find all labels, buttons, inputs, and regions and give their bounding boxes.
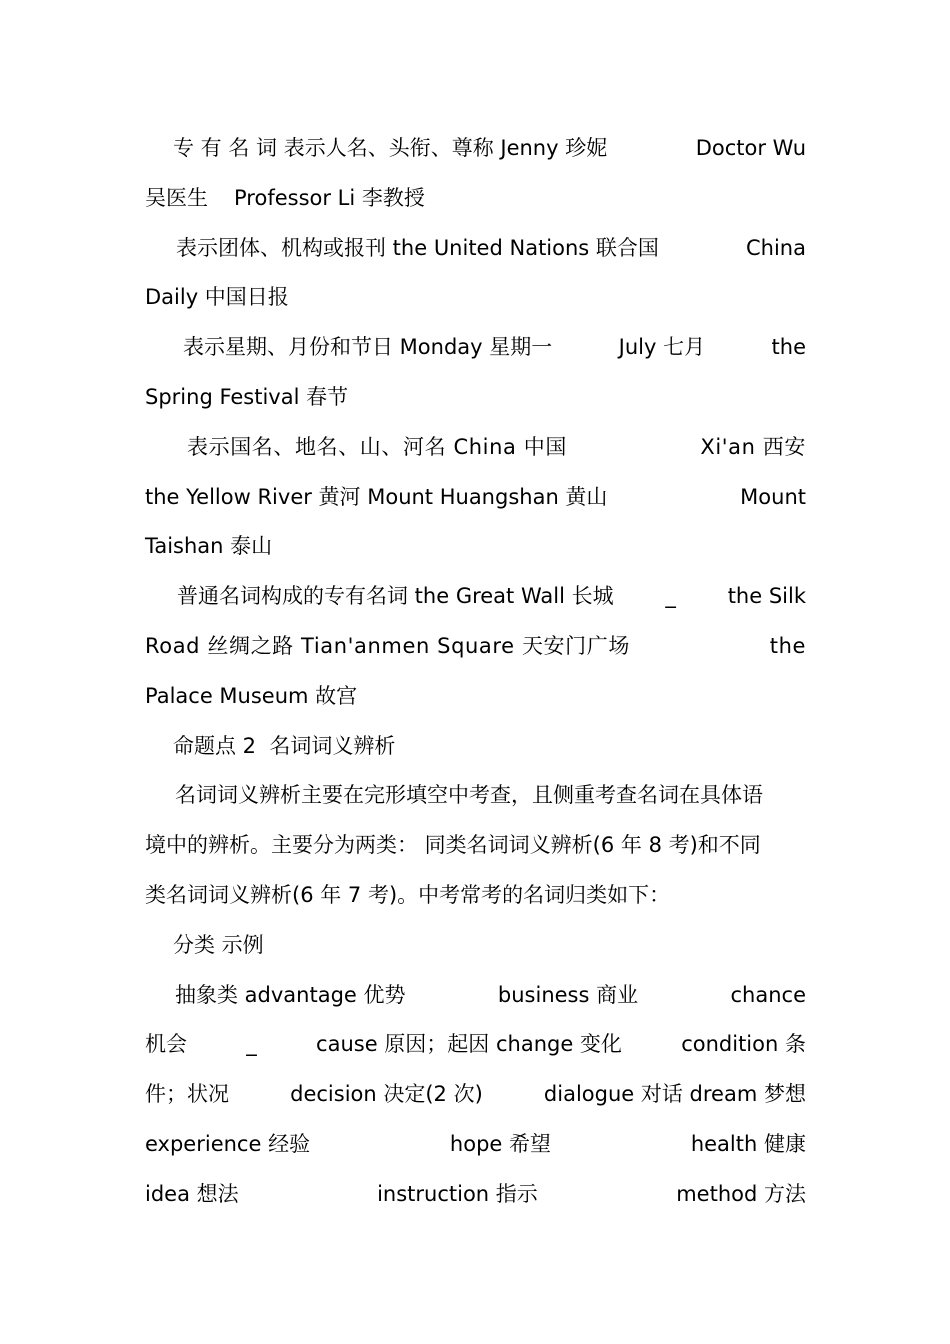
line-20 — [145, 1070, 806, 1120]
line-7 — [145, 423, 806, 473]
text-segment: business 商业 — [497, 982, 639, 1007]
text-segment: 表示团体、机构或报刊 the United Nations 联合国 — [176, 235, 659, 260]
line-5 — [145, 323, 806, 373]
line-4 — [145, 273, 806, 323]
text-segment: Xi'an 西安 — [700, 434, 806, 459]
line-3 — [145, 224, 806, 274]
text-segment: July 七月 — [618, 335, 706, 360]
text-segment: Doctor Wu — [695, 136, 806, 160]
line-1 — [145, 124, 806, 174]
text-segment: Taishan 泰山 — [145, 534, 273, 559]
text-segment: decision 决定(2 次) — [290, 1082, 483, 1107]
line-22 — [145, 1170, 806, 1220]
text-segment: 表示星期、月份和节日 Monday 星期一 — [183, 335, 553, 360]
text-segment: 机会 — [145, 1032, 187, 1057]
text-segment: Professor Li 李教授 — [234, 185, 425, 210]
text-segment: Road 丝绸之路 Tian'anmen Square 天安门广场 — [145, 633, 630, 658]
line-19 — [145, 1020, 806, 1070]
text-segment: the Yellow River 黄河 Mount Huangshan 黄山 — [145, 484, 608, 509]
line-9 — [145, 522, 806, 572]
section-heading — [145, 722, 806, 772]
text-segment: 抽象类 advantage 优势 — [175, 982, 406, 1007]
line-18 — [145, 971, 806, 1021]
text-segment: health 健康 — [690, 1131, 806, 1156]
text-segment: China — [746, 235, 806, 260]
text-segment: 表示国名、地名、山、河名 China 中国 — [187, 434, 567, 459]
text-segment: the Silk — [727, 584, 806, 609]
table-header-line — [145, 921, 806, 971]
text-segment: cause 原因；起因 change 变化 — [316, 1032, 622, 1057]
text-segment: chance — [730, 982, 806, 1007]
text-segment: the — [769, 633, 806, 658]
text-segment: 专 有 名 词 表示人名、头衔、尊称 Jenny 珍妮 — [173, 136, 608, 160]
text-segment: dialogue 对话 dream 梦想 — [543, 1082, 806, 1107]
text-segment: Daily 中国日报 — [145, 285, 289, 310]
line-14 — [145, 771, 806, 821]
text-segment: Mount — [740, 484, 806, 509]
line-15 — [145, 821, 806, 871]
line-8 — [145, 473, 806, 523]
text-segment: 普通名词构成的专有名词 the Great Wall 长城 — [177, 584, 614, 609]
text-segment: Spring Festival 春节 — [145, 384, 349, 409]
text-segment: _ — [665, 584, 676, 609]
text-segment: 件；状况 — [145, 1082, 229, 1107]
text-segment: condition 条 — [681, 1032, 806, 1057]
text-segment: method 方法 — [676, 1181, 806, 1206]
line-10 — [145, 572, 806, 622]
text-segment: _ — [246, 1032, 257, 1057]
line-6 — [145, 373, 806, 423]
text-segment: 境中的辨析。主要分为两类： 同类名词词义辨析(6 年 8 考)和不同 — [145, 833, 761, 858]
line-16 — [145, 871, 806, 921]
document-page — [145, 124, 806, 1220]
line-11 — [145, 622, 806, 672]
text-segment: 吴医生 — [145, 185, 208, 210]
text-segment: 分类 示例 — [173, 932, 264, 957]
text-segment: 名词词义辨析主要在完形填空中考查，且侧重考查名词在具体语 — [175, 783, 763, 808]
text-segment: hope 希望 — [449, 1131, 551, 1156]
text-segment: 类名词词义辨析(6 年 7 考)。中考常考的名词归类如下： — [145, 882, 671, 907]
text-segment: 命题点 2 名词词义辨析 — [173, 733, 396, 758]
line-2 — [145, 174, 806, 224]
text-segment: instruction 指示 — [377, 1181, 538, 1206]
text-segment: idea 想法 — [145, 1181, 239, 1206]
line-21 — [145, 1120, 806, 1170]
line-12 — [145, 672, 806, 722]
text-segment: the — [771, 335, 806, 360]
text-segment: experience 经验 — [145, 1131, 311, 1156]
text-segment: Palace Museum 故宫 — [145, 683, 358, 708]
